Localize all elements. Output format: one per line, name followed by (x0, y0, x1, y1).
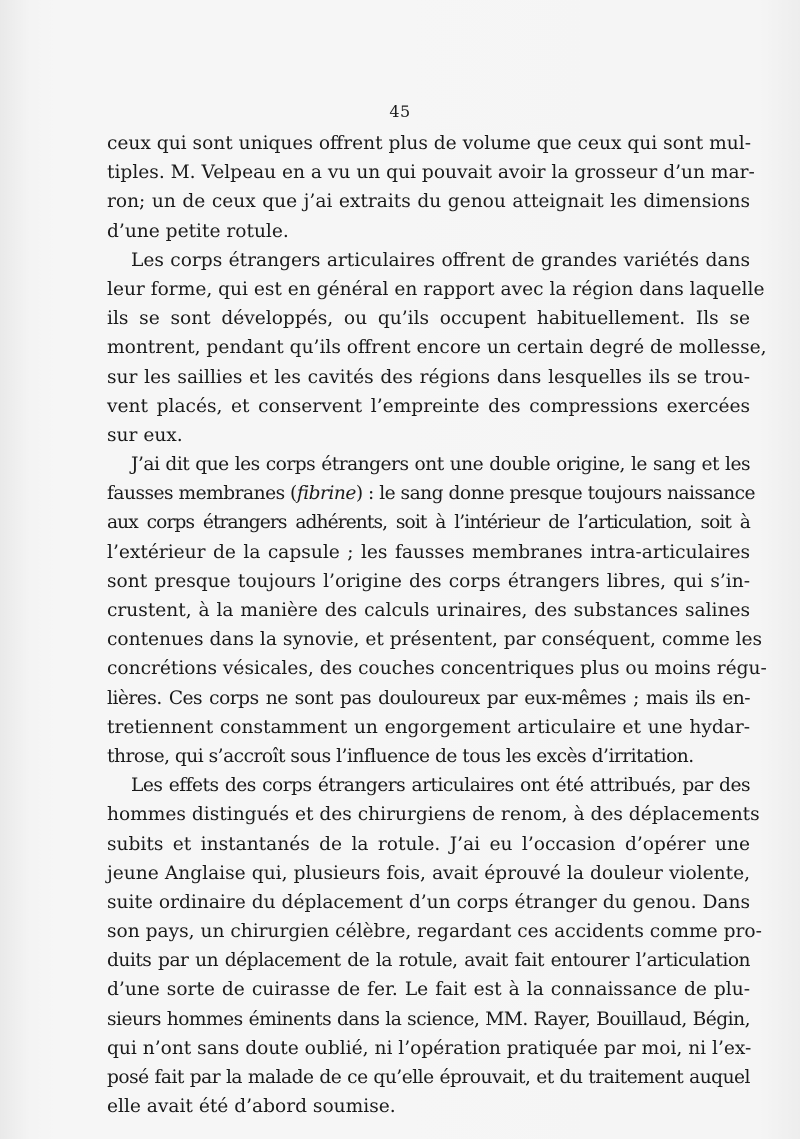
text-line: subits et instantanés de la rotule. J’ai eu l’occasion d’opérer une (107, 833, 750, 855)
text-line: son pays, un chirurgien célèbre, regardant ces accidents comme pro- (107, 921, 762, 943)
page-number: 45 (389, 102, 411, 121)
text-line: elle avait été d’abord soumise. (107, 1096, 396, 1118)
text-line: d’une sorte de cuirasse de fer. Le fait est à la connaissance de plu- (107, 979, 750, 1001)
text-line: jeune Anglaise qui, plusieurs fois, avait éprouvé la douleur violente, (107, 862, 750, 884)
body-text (107, 129, 767, 1121)
text-line: tiples. M. Velpeau en a vu un qui pouvait avoir la grosseur d’un mar- (107, 162, 755, 184)
text-line: concrétions vésicales, des couches concentriques plus ou moins régu- (107, 658, 767, 680)
text-line: d’une petite rotule. (107, 220, 289, 242)
text-line: duits par un déplacement de la rotule, avait fait entourer l’articulation (107, 950, 750, 972)
text-line: sont presque toujours l’origine des corps étrangers libres, qui s’in- (107, 570, 750, 592)
text-line: throse, qui s’accroît sous l’influence de tous les excès d’irritation. (107, 745, 694, 767)
text-line: sur eux. (107, 424, 183, 446)
text-line: lières. Ces corps ne sont pas douloureux par eux-mêmes ; mais ils en- (107, 687, 750, 709)
text-line: leur forme, qui est en général en rapport avec la région dans laquelle (107, 278, 765, 300)
text-line: contenues dans la synovie, et présentent, par conséquent, comme les (107, 629, 763, 651)
text-line: sur les saillies et les cavités des régions dans lesquelles ils se trou- (107, 366, 750, 388)
text-line: hommes distingués et des chirurgiens de renom, à des déplacements (107, 804, 760, 826)
text-line: suite ordinaire du déplacement d’un corps étranger du genou. Dans (107, 891, 750, 913)
text-line: fausses membranes (fibrine) : le sang donne presque toujours naissance (107, 483, 756, 505)
text-line: qui n’ont sans doute oublié, ni l’opération pratiquée par moi, ni l’ex- (107, 1037, 752, 1059)
text-line: Les effets des corps étrangers articulaires ont été attribués, par des (131, 775, 750, 797)
text-line: J’ai dit que les corps étrangers ont une double origine, le sang et les (131, 454, 750, 476)
text-line: l’extérieur de la capsule ; les fausses membranes intra-articulaires (107, 541, 750, 563)
text-line: montrent, pendant qu’ils offrent encore un certain degré de mollesse, (107, 337, 767, 359)
text-line: aux corps étrangers adhérents, soit à l’intérieur de l’articulation, soit à (107, 512, 750, 534)
text-line: sieurs hommes éminents dans la science, MM. Rayer, Bouillaud, Bégin, (107, 1008, 750, 1030)
text-line: ron; un de ceux que j’ai extraits du genou atteignait les dimensions (107, 191, 750, 213)
text-line: posé fait par la malade de ce qu’elle éprouvait, et du traitement auquel (107, 1067, 750, 1088)
text-line: vent placés, et conservent l’empreinte des compressions exercées (107, 395, 750, 417)
text-line: ils se sont développés, ou qu’ils occupent habituellement. Ils se (107, 308, 750, 330)
text-line: crustent, à la manière des calculs urinaires, des substances salines (107, 600, 750, 621)
text-line: Les corps étrangers articulaires offrent de grandes variétés dans (131, 249, 750, 271)
text-line: tretiennent constamment un engorgement articulaire et une hydar- (107, 716, 750, 738)
text-line: ceux qui sont uniques offrent plus de volume que ceux qui sont mul- (107, 133, 752, 154)
